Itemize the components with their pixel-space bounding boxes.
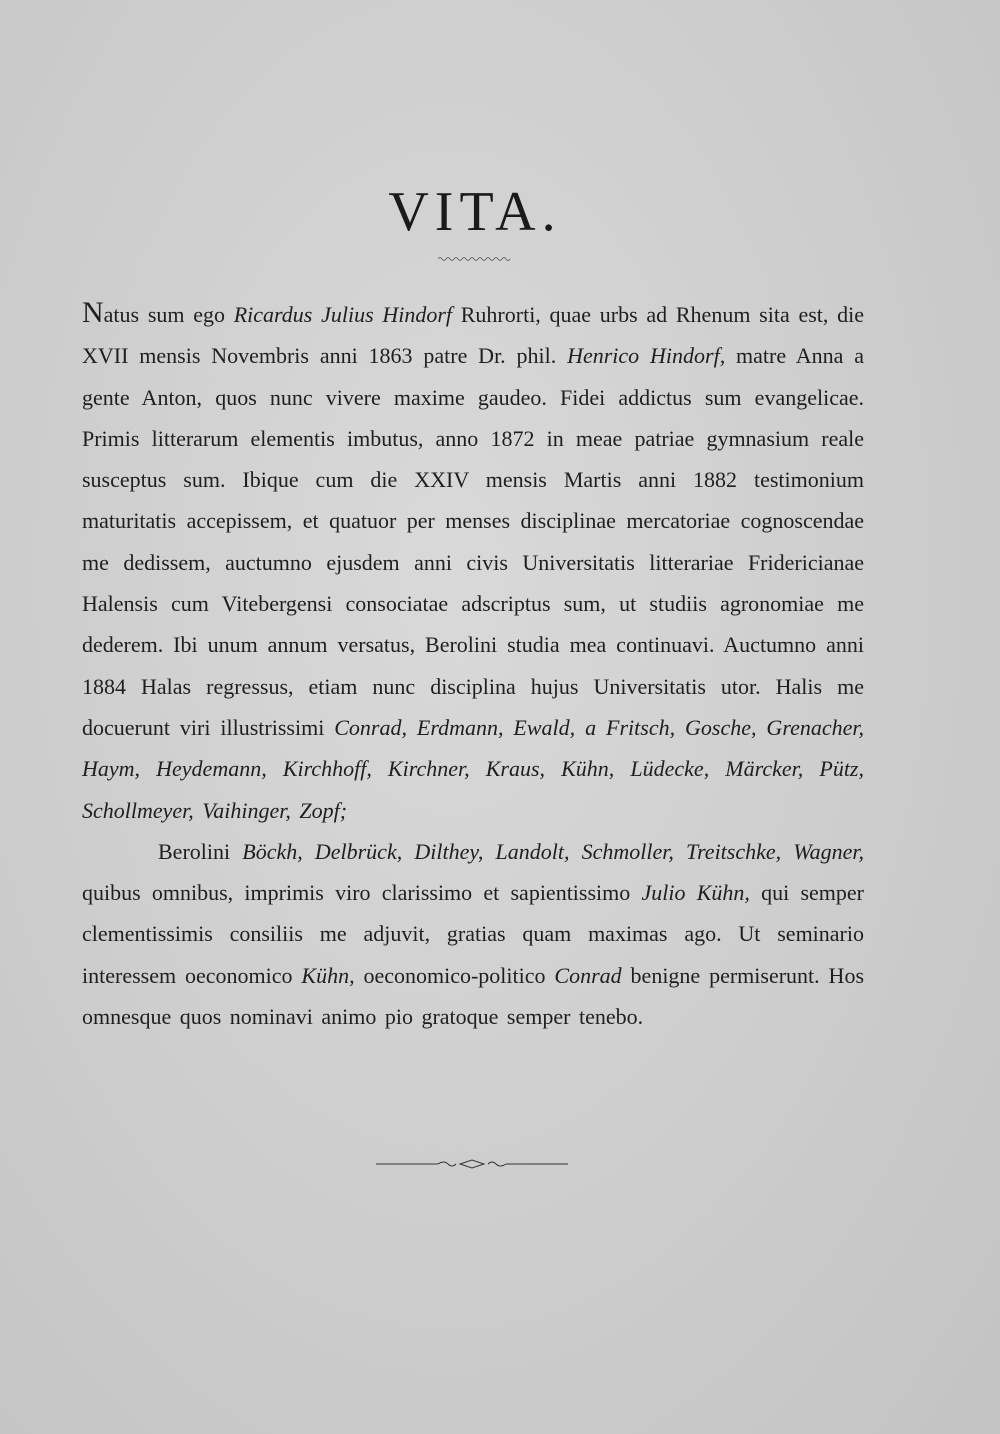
text-segment: Berolini	[158, 838, 243, 864]
father-name: Henrico Hindorf,	[567, 343, 726, 369]
page-title: VITA.	[388, 181, 562, 243]
text-segment: qui semper clementissimis consiliis me adjuvit, gratias quam maximas ago. Ut seminario interessem oeconomico	[82, 880, 864, 988]
author-name: Ricardus Julius Hindorf	[233, 302, 453, 327]
text-segment: atus sum ego	[103, 302, 234, 327]
seminar-head-name: Conrad	[554, 962, 622, 988]
end-ornament	[376, 1156, 568, 1172]
paragraph-2	[82, 831, 864, 1037]
text-segment: oeconomico-politico	[354, 962, 555, 988]
title-wavy-rule	[438, 256, 512, 262]
vita-body	[82, 292, 864, 1037]
text-segment: Ruhrorti, quae urbs ad Rhenum sita est, die XVII mensis Novembris anni 1863 patre Dr. phil.	[82, 302, 864, 369]
text-segment: quibus omnibus, imprimis viro clarissimo et sapientissimo	[82, 880, 642, 906]
seminar-head-name: Kühn,	[301, 962, 355, 988]
text-segment: benigne permiserunt. Hos omnesque quos nominavi animo pio gratoque semper tenebo.	[82, 962, 865, 1030]
drop-cap: N	[82, 296, 104, 329]
paragraph-1	[82, 292, 864, 831]
mentor-name: Julio Kühn,	[641, 880, 750, 906]
teachers-berlin: Böckh, Delbrück, Dilthey, Landolt, Schmoller, Treitschke, Wagner,	[242, 838, 864, 864]
teachers-halle: Conrad, Erdmann, Ewald, a Fritsch, Gosche, Grenacher, Haym, Heydemann, Kirchhoff, Kirchner, Kraus, Kühn, Lüdecke, Märcker, Pütz, Schollmeyer, Vaihinger, Zopf;	[82, 714, 864, 823]
text-segment: matre Anna a gente Anton, quos nunc vivere maxime gaudeo. Fidei addictus sum evangelicae. Primis litterarum elementis imbutus, anno 1872 in meae patriae gymnasium reale susceptus sum. Ibique cum die XXIV mensis Martis anni 1882 testimonium maturitatis accepissem, et quatuor per menses disciplinae mercatoriae cognoscendae me dedissem, auctumno ejusdem anni civis Universitatis litterariae Fridericianae Halensis cum Vitebergensi consociatae adscriptus sum, ut studiis agronomiae me dederem. Ibi unum annum versatus, Berolini studia mea continuavi. Auctumno anni 1884 Halas regressus, etiam nunc disciplina hujus Universitatis utor. Halis me docuerunt viri illustrissimi	[82, 343, 865, 740]
